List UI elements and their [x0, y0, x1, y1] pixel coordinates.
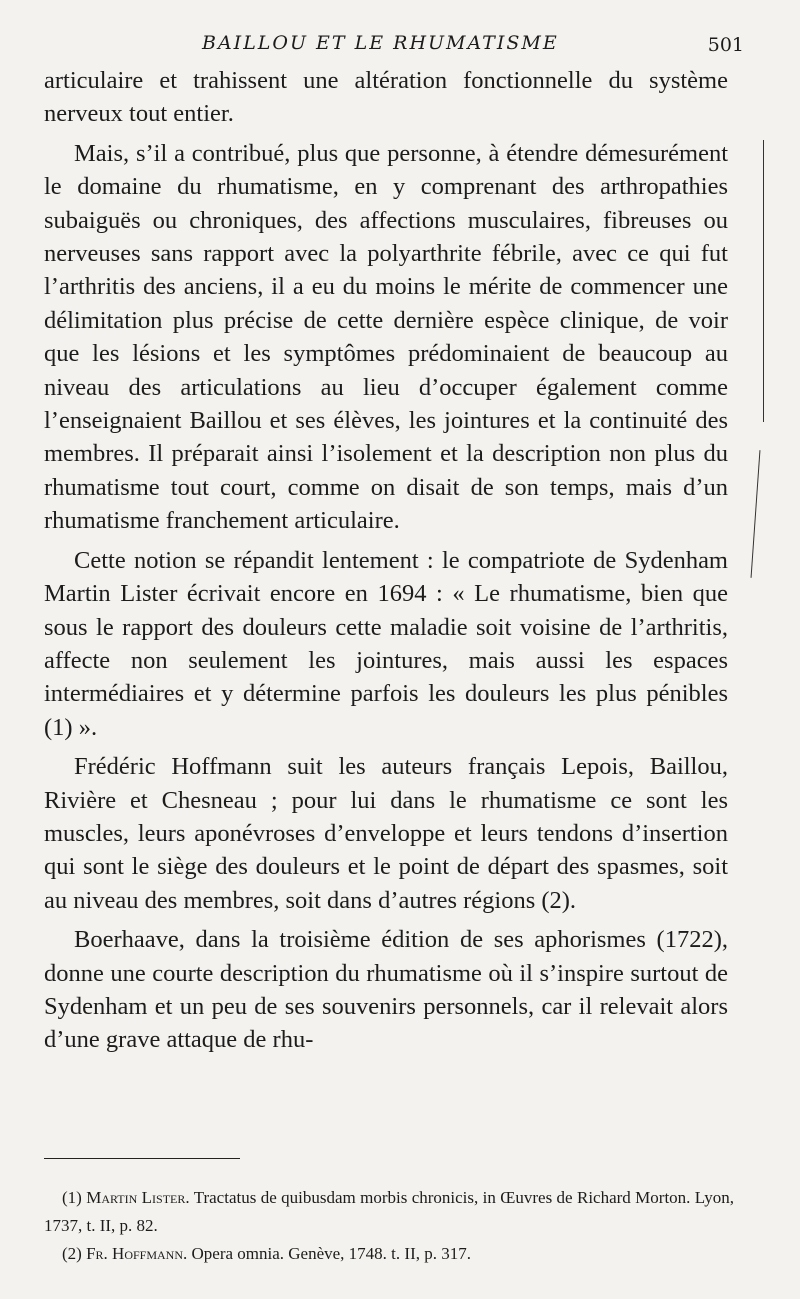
footnote-number: (1) [62, 1188, 82, 1207]
paragraph: Cette notion se répandit lentement : le compatriote de Sydenham Martin Lister écrivait encore en 1694 : « Le rhumatisme, bien que sous le rapport des douleurs cette maladie soit voisine de l’arthritis, affecte non seulement les jointures, mais aussi les espaces intermédiaires et y détermine parfois les douleurs les plus pénibles (1) ». [44, 546, 728, 741]
paragraph: Frédéric Hoffmann suit les auteurs français Lepois, Baillou, Rivière et Chesneau ; pour lui dans le rhumatisme ce sont les muscles, leurs aponévroses d’enveloppe et leurs tendons d’insertion qui sont le siège des douleurs et le point de départ des spasmes, soit au niveau des membres, soit dans d’autres régions (2). [44, 753, 728, 914]
footnote [44, 1240, 734, 1268]
body-text [44, 64, 728, 1057]
footnote-number: (2) [62, 1244, 82, 1263]
page-header [44, 28, 744, 64]
paragraph: Mais, s’il a contribué, plus que personne, à étendre démesurément le domaine du rhumatisme, en y comprenant des arthropathies subaiguës ou chroniques, des affections musculaires, fibreuses ou nerveuses sans rapport avec la polyarthrite fébrile, avec ce qui fut l’arthritis des anciens, il a eu du moins le mérite de commencer une délimitation plus précise de cette dernière espèce clinique, de voir que les lésions et les symptômes prédominaient de beaucoup au niveau des articulations au lieu d’occuper également comme l’enseignaient Baillou et ses élèves, les jointures et la continuité des membres. Il préparait ainsi l’isolement et la description non plus du rhumatisme tout court, comme on disait de son temps, mais d’un rhumatisme franchement articulaire. [44, 139, 728, 535]
footnote-rule [44, 1158, 240, 1159]
footnotes [44, 1184, 734, 1268]
footnote [44, 1184, 734, 1240]
margin-pencil-mark [763, 140, 764, 422]
footnote-text: Tractatus de quibusdam morbis chronicis, in Œuvres de Richard Morton. Lyon, 1737, t. II, p. 82. [44, 1188, 734, 1235]
paragraph-continuation: articulaire et trahissent une altération fonctionnelle du système nerveux tout entier. [44, 67, 728, 128]
footnote-author: Fr. Hoffmann. [86, 1244, 188, 1263]
margin-pencil-mark [751, 450, 761, 578]
page-number: 501 [707, 34, 744, 56]
paragraph: Boerhaave, dans la troisième édition de ses aphorismes (1722), donne une courte description du rhumatisme où il s’inspire surtout de Sydenham et un peu de ses souvenirs personnels, car il relevait alors d’une grave attaque de rhu- [44, 926, 728, 1054]
running-title: BAILLOU ET LE RHUMATISME [202, 32, 559, 54]
footnote-text: Opera omnia. Genève, 1748. t. II, p. 317. [191, 1244, 471, 1263]
footnote-author: Martin Lister. [86, 1188, 190, 1207]
